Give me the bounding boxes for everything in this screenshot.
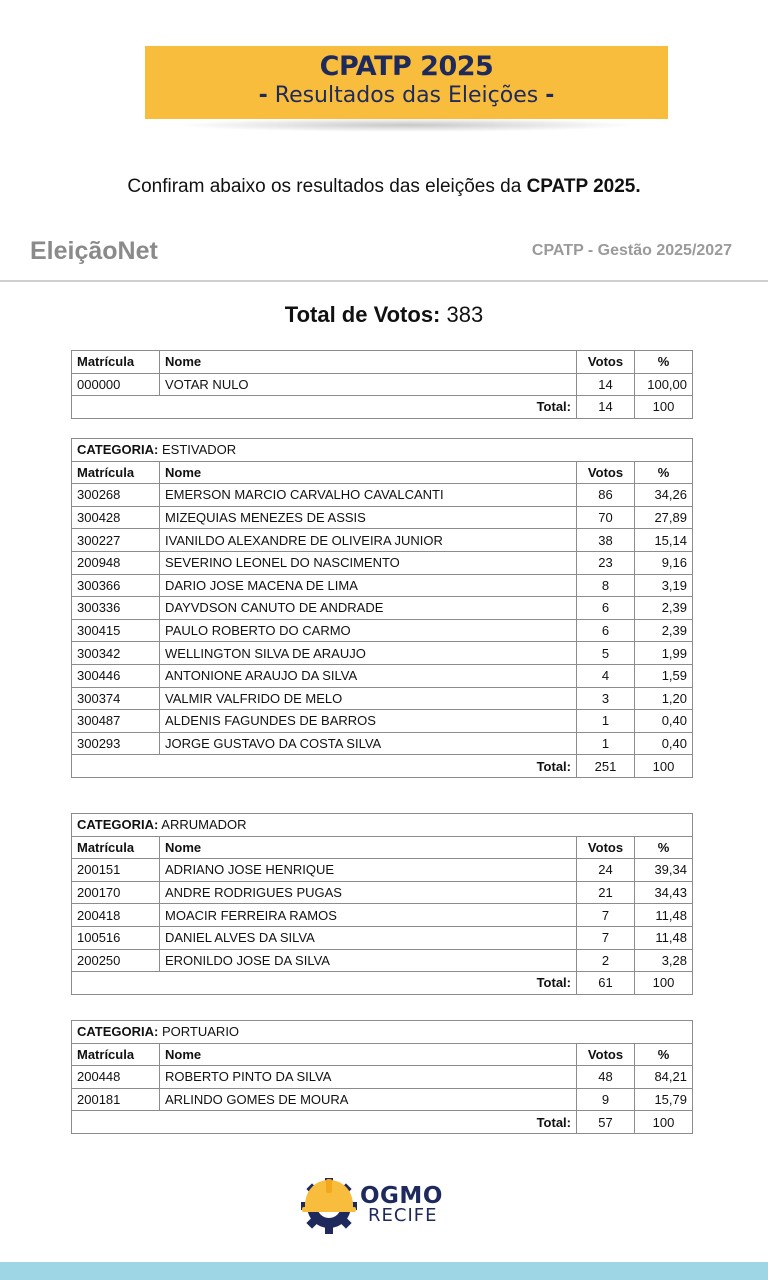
- pct-cell: 0,40: [635, 732, 693, 755]
- pct-cell: 3,28: [635, 949, 693, 972]
- table-row: [72, 687, 693, 710]
- matricula-cell: 200418: [72, 904, 160, 927]
- matricula-cell: 300336: [72, 597, 160, 620]
- category-label: CATEGORIA:: [77, 442, 159, 458]
- pct-cell: 15,14: [635, 529, 693, 552]
- nome-cell: ANDRE RODRIGUES PUGAS: [160, 881, 577, 904]
- header-matricula: Matrícula: [72, 836, 160, 859]
- banner-title: CPATP 2025: [319, 51, 494, 82]
- total-pct-cell: 100: [635, 972, 693, 995]
- pct-cell: 11,48: [635, 926, 693, 949]
- table-row: [72, 597, 693, 620]
- banner-dash-left: -: [258, 83, 268, 108]
- header-pct: %: [635, 351, 693, 374]
- intro-body: Confiram abaixo os resultados das eleições da: [127, 176, 527, 197]
- votos-cell: 2: [577, 949, 635, 972]
- nome-cell: ROBERTO PINTO DA SILVA: [160, 1066, 577, 1089]
- matricula-cell: 300415: [72, 619, 160, 642]
- nome-cell: DANIEL ALVES DA SILVA: [160, 926, 577, 949]
- matricula-cell: 300366: [72, 574, 160, 597]
- matricula-cell: 200170: [72, 881, 160, 904]
- pct-cell: 9,16: [635, 551, 693, 574]
- total-votos-cell: 57: [577, 1111, 635, 1134]
- total-row: [72, 396, 693, 419]
- total-votos-cell: 14: [577, 396, 635, 419]
- table-row: [72, 664, 693, 687]
- votos-cell: 48: [577, 1066, 635, 1089]
- pct-cell: 2,39: [635, 619, 693, 642]
- category-table-portuario: [71, 1020, 693, 1134]
- nome-cell: ADRIANO JOSE HENRIQUE: [160, 859, 577, 882]
- logo-city: RECIFE: [368, 1205, 438, 1226]
- pct-cell: 27,89: [635, 506, 693, 529]
- table-row: [72, 904, 693, 927]
- footer-bar: [0, 1262, 768, 1280]
- pct-cell: 1,59: [635, 664, 693, 687]
- matricula-cell: 300446: [72, 664, 160, 687]
- nome-cell: ALDENIS FAGUNDES DE BARROS: [160, 710, 577, 733]
- nome-cell: MIZEQUIAS MENEZES DE ASSIS: [160, 506, 577, 529]
- table-row: [72, 1066, 693, 1089]
- matricula-cell: 200448: [72, 1066, 160, 1089]
- banner-subtitle-line: [145, 82, 668, 110]
- category-label: CATEGORIA:: [77, 817, 159, 833]
- table-header-row: [72, 351, 693, 374]
- table-row: [72, 710, 693, 733]
- pct-cell: 15,79: [635, 1088, 693, 1111]
- category-row: [72, 1021, 693, 1044]
- banner-shadow: [175, 118, 638, 132]
- header-matricula: Matrícula: [72, 461, 160, 484]
- banner-subtitle: Resultados das Eleições: [274, 83, 539, 108]
- category-cell: [72, 1021, 693, 1044]
- matricula-cell: 000000: [72, 373, 160, 396]
- nome-cell: PAULO ROBERTO DO CARMO: [160, 619, 577, 642]
- pct-cell: 1,99: [635, 642, 693, 665]
- total-votes-label: Total de Votos:: [284, 302, 441, 327]
- matricula-cell: 200181: [72, 1088, 160, 1111]
- votos-cell: 23: [577, 551, 635, 574]
- votos-cell: 6: [577, 619, 635, 642]
- pct-cell: 84,21: [635, 1066, 693, 1089]
- header-divider: [0, 280, 768, 282]
- nome-cell: SEVERINO LEONEL DO NASCIMENTO: [160, 551, 577, 574]
- matricula-cell: 300487: [72, 710, 160, 733]
- category-table-arrumador: [71, 813, 693, 995]
- header-votos: Votos: [577, 836, 635, 859]
- pct-cell: 3,19: [635, 574, 693, 597]
- table-row: [72, 642, 693, 665]
- table-row: [72, 619, 693, 642]
- category-row: [72, 439, 693, 462]
- nome-cell: ANTONIONE ARAUJO DA SILVA: [160, 664, 577, 687]
- pct-cell: 1,20: [635, 687, 693, 710]
- header-pct: %: [635, 461, 693, 484]
- table-header-row: [72, 1043, 693, 1066]
- nome-cell: DAYVDSON CANUTO DE ANDRADE: [160, 597, 577, 620]
- table-row: [72, 551, 693, 574]
- table-row: [72, 926, 693, 949]
- votos-cell: 1: [577, 710, 635, 733]
- votos-cell: 5: [577, 642, 635, 665]
- header-votos: Votos: [577, 461, 635, 484]
- nome-cell: WELLINGTON SILVA DE ARAUJO: [160, 642, 577, 665]
- votos-cell: 70: [577, 506, 635, 529]
- matricula-cell: 300428: [72, 506, 160, 529]
- votos-cell: 4: [577, 664, 635, 687]
- category-cell: [72, 439, 693, 462]
- category-name: PORTUARIO: [162, 1024, 240, 1040]
- table-header-row: [72, 836, 693, 859]
- nome-cell: VOTAR NULO: [160, 373, 577, 396]
- matricula-cell: 300268: [72, 484, 160, 507]
- table-header-row: [72, 461, 693, 484]
- votos-cell: 24: [577, 859, 635, 882]
- table-row: [72, 859, 693, 882]
- total-label: Total:: [72, 972, 577, 995]
- total-votes-value: 383: [446, 302, 484, 327]
- votos-cell: 9: [577, 1088, 635, 1111]
- nome-cell: DARIO JOSE MACENA DE LIMA: [160, 574, 577, 597]
- table-row: [72, 373, 693, 396]
- report-brand: EleiçãoNet: [30, 237, 158, 265]
- total-pct-cell: 100: [635, 755, 693, 778]
- intro-text: [0, 176, 768, 198]
- header-nome: Nome: [160, 461, 577, 484]
- pct-cell: 0,40: [635, 710, 693, 733]
- table-row: [72, 574, 693, 597]
- header-matricula: Matrícula: [72, 1043, 160, 1066]
- votos-cell: 6: [577, 597, 635, 620]
- total-votos-cell: 251: [577, 755, 635, 778]
- votos-cell: 14: [577, 373, 635, 396]
- votos-cell: 7: [577, 904, 635, 927]
- votos-cell: 8: [577, 574, 635, 597]
- title-banner: [145, 46, 668, 119]
- pct-cell: 34,43: [635, 881, 693, 904]
- votos-cell: 21: [577, 881, 635, 904]
- matricula-cell: 100516: [72, 926, 160, 949]
- table-row: [72, 949, 693, 972]
- pct-cell: 34,26: [635, 484, 693, 507]
- total-label: Total:: [72, 1111, 577, 1134]
- nome-cell: ERONILDO JOSE DA SILVA: [160, 949, 577, 972]
- total-votes-heading: [0, 302, 768, 328]
- pct-cell: 11,48: [635, 904, 693, 927]
- null-votes-table: [71, 350, 693, 419]
- matricula-cell: 300342: [72, 642, 160, 665]
- nome-cell: MOACIR FERREIRA RAMOS: [160, 904, 577, 927]
- votos-cell: 86: [577, 484, 635, 507]
- total-label: Total:: [72, 396, 577, 419]
- category-name: ESTIVADOR: [162, 442, 237, 458]
- header-matricula: Matrícula: [72, 351, 160, 374]
- nome-cell: ARLINDO GOMES DE MOURA: [160, 1088, 577, 1111]
- nome-cell: JORGE GUSTAVO DA COSTA SILVA: [160, 732, 577, 755]
- intro-highlight: CPATP 2025.: [526, 176, 641, 197]
- report-gestao: CPATP - Gestão 2025/2027: [531, 242, 732, 259]
- votos-cell: 7: [577, 926, 635, 949]
- total-row: [72, 755, 693, 778]
- table-row: [72, 484, 693, 507]
- pct-cell: 2,39: [635, 597, 693, 620]
- votos-cell: 1: [577, 732, 635, 755]
- table-row: [72, 881, 693, 904]
- header-pct: %: [635, 836, 693, 859]
- total-label: Total:: [72, 755, 577, 778]
- total-pct-cell: 100: [635, 1111, 693, 1134]
- category-cell: [72, 814, 693, 837]
- header-votos: Votos: [577, 1043, 635, 1066]
- votos-cell: 38: [577, 529, 635, 552]
- category-name: ARRUMADOR: [161, 817, 247, 833]
- matricula-cell: 300293: [72, 732, 160, 755]
- matricula-cell: 200250: [72, 949, 160, 972]
- nome-cell: VALMIR VALFRIDO DE MELO: [160, 687, 577, 710]
- pct-cell: 39,34: [635, 859, 693, 882]
- header-nome: Nome: [160, 1043, 577, 1066]
- header-votos: Votos: [577, 351, 635, 374]
- table-row: [72, 1088, 693, 1111]
- header-nome: Nome: [160, 351, 577, 374]
- total-row: [72, 1111, 693, 1134]
- table-row: [72, 732, 693, 755]
- logo-wordmark: [360, 1183, 443, 1226]
- category-table-estivador: [71, 438, 693, 778]
- banner-dash-right: -: [545, 83, 555, 108]
- table-row: [72, 506, 693, 529]
- table-row: [72, 529, 693, 552]
- matricula-cell: 200151: [72, 859, 160, 882]
- votos-cell: 3: [577, 687, 635, 710]
- matricula-cell: 300227: [72, 529, 160, 552]
- matricula-cell: 300374: [72, 687, 160, 710]
- header-pct: %: [635, 1043, 693, 1066]
- header-nome: Nome: [160, 836, 577, 859]
- nome-cell: EMERSON MARCIO CARVALHO CAVALCANTI: [160, 484, 577, 507]
- category-row: [72, 814, 693, 837]
- nome-cell: IVANILDO ALEXANDRE DE OLIVEIRA JUNIOR: [160, 529, 577, 552]
- matricula-cell: 200948: [72, 551, 160, 574]
- pct-cell: 100,00: [635, 373, 693, 396]
- total-votos-cell: 61: [577, 972, 635, 995]
- logo-name: OGMO: [360, 1183, 443, 1209]
- total-row: [72, 972, 693, 995]
- category-label: CATEGORIA:: [77, 1024, 159, 1040]
- total-pct-cell: 100: [635, 396, 693, 419]
